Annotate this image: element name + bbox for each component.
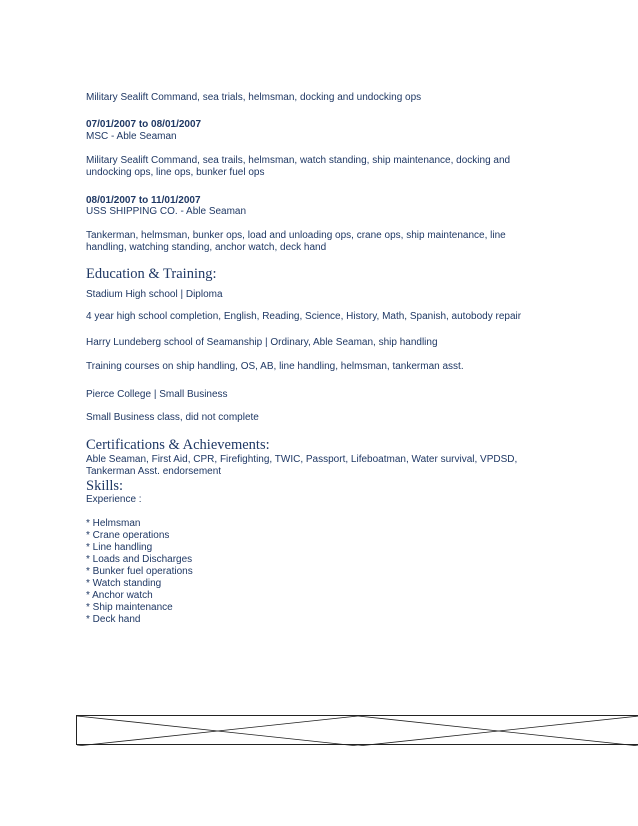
job-description-line: handling, watching standing, anchor watch, deck hand bbox=[86, 242, 327, 253]
skills-intro: Experience : bbox=[86, 494, 142, 505]
job-description-line: undocking ops, line ops, bunker fuel ops bbox=[86, 167, 265, 178]
skill-item: * Deck hand bbox=[86, 614, 141, 625]
education-entry-description: 4 year high school completion, English, Reading, Science, History, Math, Spanish, autobody repair bbox=[86, 311, 522, 322]
skill-item: * Ship maintenance bbox=[86, 602, 173, 613]
education-entry-description: Small Business class, did not complete bbox=[86, 412, 259, 423]
experience-intro-line: Military Sealift Command, sea trials, helmsman, docking and undocking ops bbox=[86, 92, 422, 103]
skill-item: * Crane operations bbox=[86, 530, 170, 541]
education-heading: Education & Training: bbox=[86, 266, 217, 282]
job-dates: 07/01/2007 to 08/01/2007 bbox=[86, 119, 202, 130]
education-entry-description: Training courses on ship handling, OS, AB, line handling, helmsman, tankerman asst. bbox=[86, 361, 464, 372]
education-entry-name: Harry Lundeberg school of Seamanship | Ordinary, Able Seaman, ship handling bbox=[86, 337, 438, 348]
job-title: MSC - Able Seaman bbox=[86, 131, 177, 142]
job-title: USS SHIPPING CO. - Able Seaman bbox=[86, 206, 247, 217]
footer-decorative-box bbox=[76, 715, 638, 745]
skill-item: * Helmsman bbox=[86, 518, 141, 529]
resume-page bbox=[86, 0, 638, 826]
skill-item: * Loads and Discharges bbox=[86, 554, 193, 565]
skills-heading: Skills: bbox=[86, 478, 124, 494]
certifications-heading: Certifications & Achievements: bbox=[86, 437, 270, 453]
job-dates: 08/01/2007 to 11/01/2007 bbox=[86, 195, 201, 206]
skill-item: * Watch standing bbox=[86, 578, 162, 589]
footer-cross-lines bbox=[77, 716, 638, 746]
education-entry-name: Stadium High school | Diploma bbox=[86, 289, 223, 300]
skill-item: * Bunker fuel operations bbox=[86, 566, 193, 577]
certifications-line: Tankerman Asst. endorsement bbox=[86, 466, 222, 477]
education-entry-name: Pierce College | Small Business bbox=[86, 389, 228, 400]
certifications-line: Able Seaman, First Aid, CPR, Firefighting, TWIC, Passport, Lifeboatman, Water survival, VPDSD, bbox=[86, 454, 518, 465]
skill-item: * Line handling bbox=[86, 542, 153, 553]
skill-item: * Anchor watch bbox=[86, 590, 153, 601]
job-description-line: Military Sealift Command, sea trails, helmsman, watch standing, ship maintenance, docking and bbox=[86, 155, 511, 166]
job-description-line: Tankerman, helmsman, bunker ops, load and unloading ops, crane ops, ship maintenance, line bbox=[86, 230, 506, 241]
